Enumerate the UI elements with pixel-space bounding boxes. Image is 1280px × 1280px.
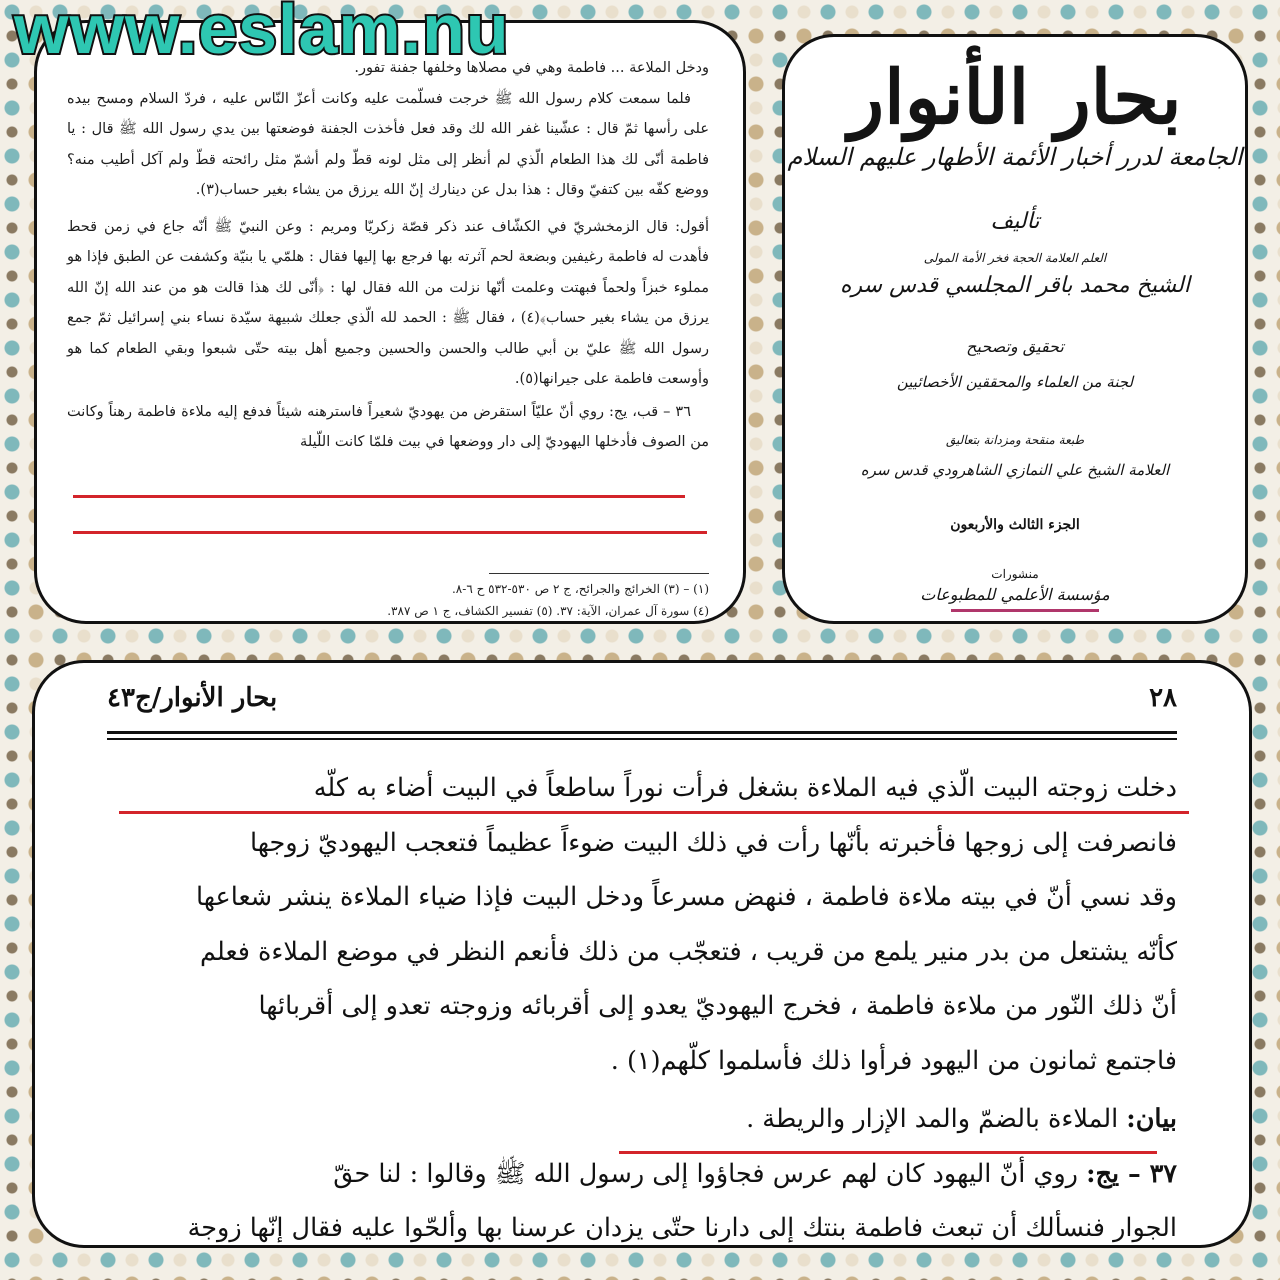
watermark-text: www.eslam.nu — [14, 0, 510, 68]
tl-red-underline-1 — [73, 495, 685, 498]
bottom-body-text — [107, 761, 1177, 1248]
next-hadith-text: روي أنّ اليهود كان لهم عرس فجاؤوا إلى رسول الله ﷺ وقالوا : لنا حقّ — [333, 1158, 1078, 1189]
cover-publisher-underline — [951, 609, 1099, 612]
tl-footnote-2: (٤) سورة آل عمران، الآية: ٣٧. (٥) تفسير الكشاف، ج ١ ص ٣٨٧. — [387, 604, 709, 618]
tl-paragraph-4: ٣٦ – قب، يج: روي أنّ عليّاً استقرض من يهوديّ شعيراً فاسترهنه شيئاً فدفع إليه ملاءة فاطمة رهناً وكانت من الصوف فأدخلها اليهوديّ إلى دار ووضعها في بيت فلمّا كانت اللّيلة — [67, 403, 709, 450]
bottom-page-panel — [32, 660, 1252, 1248]
b-line-2: فانصرفت إلى زوجها فأخبرته بأنّها رأت في ذلك البيت ضوءاً عظيماً فتعجب اليهوديّ زوجها — [250, 827, 1177, 858]
tl-footnote-rule — [489, 573, 709, 574]
cover-author-prefix: العلم العلامة الحجة فخر الأمة المولى — [923, 251, 1107, 265]
b-line-3: وقد نسي أنّ في بيته ملاءة فاطمة ، فنهض مسرعاً ودخل البيت فإذا ضياء الملاءة ينشر شعاعها — [195, 882, 1177, 912]
next-hadith-label: ٣٧ – يج: — [1086, 1158, 1177, 1189]
cover-edition-note: طبعة منقحة ومزدانة بتعاليق — [945, 433, 1085, 447]
b-red-underline-2 — [619, 1151, 1157, 1154]
tl-paragraph-2: فلما سمعت كلام رسول الله ﷺ خرجت فسلّمت عليه وكانت أعزّ النّاس عليه ، فردّ السلام ومسح بيده على رأسها ثمّ قال : عشّينا غفر الله لك وقد فعل فأخذت الجفنة فوضعتها بين يدي رسول الله ﷺ قال : يا فاطمة أنّى لك هذا الطعام الّذي لم أنظر إلى مثل لونه قطّ ولم أشمّ مثل رائحته قطّ ولم آكل أطيب منه؟ ووضع كفّه بين كتفيّ وقال : هذا بدل عن دينارك إنّ الله يرزق من يشاء بغير حساب(٣). — [67, 90, 710, 198]
cover-publisher: مؤسسة الأعلمي للمطبوعات — [920, 585, 1110, 604]
b-line-4: كأنّه يشتعل من بدر منير يلمع من قريب ، فتعجّب من ذلك فأنعم النظر في موضع الملاءة فعلم — [200, 936, 1177, 967]
cover-volume: الجزء الثالث والأربعون — [950, 517, 1080, 533]
top-left-body-text — [67, 53, 709, 458]
b-red-underline-1 — [119, 811, 1189, 814]
header-rule-thin — [107, 738, 1177, 740]
bayan-label: بيان: — [1126, 1104, 1177, 1134]
top-left-page-panel — [34, 20, 746, 624]
cover-by-label: تأليف — [990, 209, 1040, 234]
bayan-text: الملاءة بالضمّ والمد الإزار والريطة . — [746, 1104, 1119, 1134]
cover-manshurat: منشورات — [991, 567, 1039, 581]
b-line-6: فاجتمع ثمانون من اليهود فرأوا ذلك فأسلموا كلّهم(١) . — [610, 1045, 1177, 1076]
tl-footnote-1: (١) – (٣) الخرائج والجرائح، ج ٢ ص ٥٣٠-٥٣٢ ح ٦-٨. — [451, 582, 709, 596]
tl-footnotes — [67, 578, 709, 622]
bayan-paragraph — [107, 1092, 1177, 1147]
tl-paragraph-1: ودخل الملاعة ... فاطمة وهي في مصلاها وخلفها جفنة تفور. — [354, 60, 709, 76]
next-hadith-line — [107, 1147, 1177, 1202]
tl-paragraph-3: أقول: قال الزمخشريّ في الكشّاف عند ذكر قصّة زكريّا ومريم : وعن النبيّ ﷺ أنّه جاع في زمن قحط فأهدت له فاطمة رغيفين وبضعة لحم آثرته بها فرجع بها إليها فقال : هلمّي يا بنيّة وكشفت عن الطبق فإذا هو مملوء خبزاً ولحماً فبهتت وعلمت أنّها نزلت من الله فقال لها : ﴿أنّى لك هذا قالت هو من عند الله إنّ الله يرزق من يشاء بغير حساب﴾(٤) ، فقال ﷺ : الحمد لله الّذي جعلك شبيهة سيّدة نساء بني إسرائيل ثمّ جمع رسول الله ﷺ عليّ بن أبي طالب والحسن والحسين وجميع أهل بيته حتّى شبعوا وبقي الطعام كما هو وأوسعت فاطمة على جيرانها(٥). — [67, 218, 710, 387]
b-line-5: أنّ ذلك النّور من ملاءة فاطمة ، فخرج اليهوديّ يعدو إلى أقربائه وزوجته تعدو إلى أقربائها — [258, 991, 1177, 1021]
cut-off-line: الجوار فنسألك أن تبعث فاطمة بنتك إلى دارنا حتّى يزدان عرسنا بها وألحّوا عليه فقال إنّها زوجة — [187, 1213, 1177, 1243]
cover-tahqiq: تحقيق وتصحيح — [966, 337, 1064, 356]
b-line-1: دخلت زوجته البيت الّذي فيه الملاءة بشغل فرأت نوراً ساطعاً في البيت أضاء به كلّه — [313, 773, 1177, 803]
cover-editor: العلامة الشيخ علي النمازي الشاهرودي قدس سره — [860, 461, 1170, 479]
book-cover — [785, 37, 1245, 621]
page-number: ٢٨ — [1149, 683, 1177, 713]
header-rule-thick — [107, 731, 1177, 734]
cover-author: الشيخ محمد باقر المجلسي قدس سره — [840, 273, 1190, 298]
tl-red-underline-2 — [73, 531, 707, 534]
cover-committee: لجنة من العلماء والمحققين الأخصائيين — [896, 373, 1134, 391]
cover-subtitle: الجامعة لدرر أخبار الأئمة الأطهار عليهم السلام — [787, 143, 1243, 171]
running-header-title: بحار الأنوار/ج٤٣ — [107, 683, 278, 713]
bottom-page-header — [107, 683, 1177, 723]
book-cover-panel — [782, 34, 1248, 624]
cover-title: بحار الأنوار — [848, 55, 1182, 141]
